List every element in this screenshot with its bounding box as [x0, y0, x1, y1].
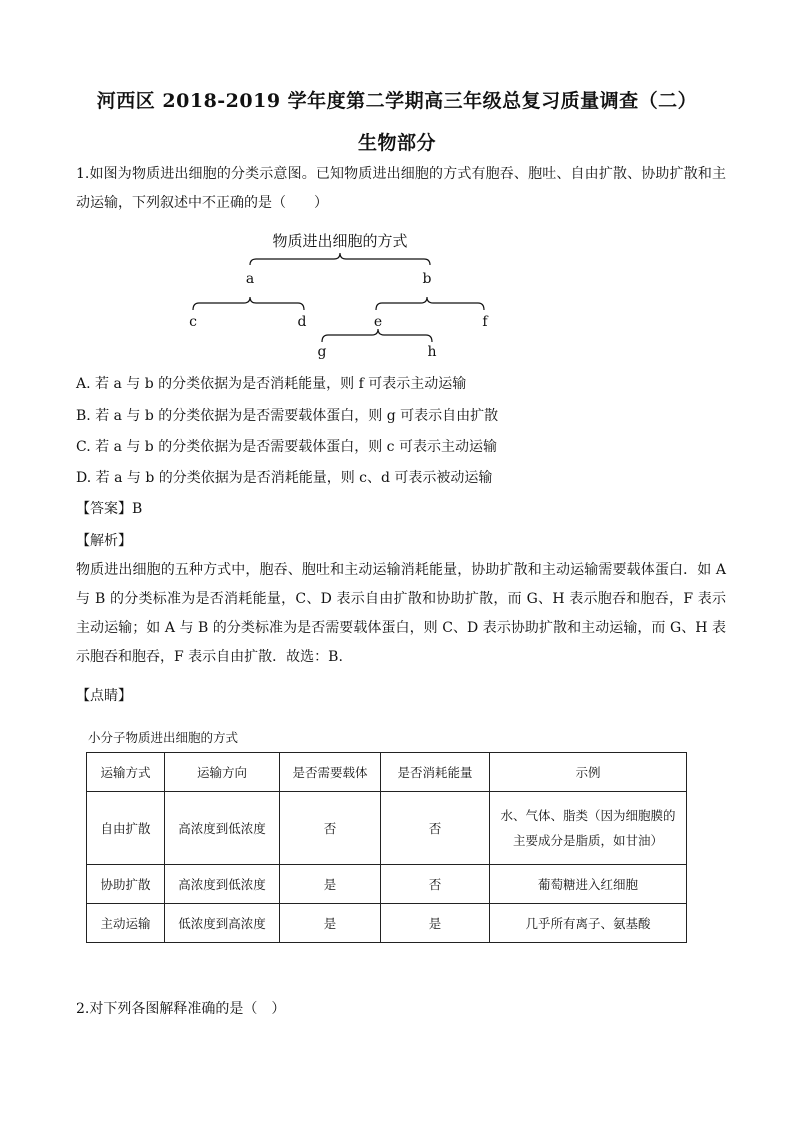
table-row: [87, 865, 687, 904]
node-f: f: [482, 314, 488, 330]
node-b: b: [422, 271, 432, 287]
table-cell: 是: [381, 904, 490, 943]
table-cell: 主动运输: [87, 904, 165, 943]
option-c: C. 若 a 与 b 的分类依据为是否需要载体蛋白，则 c 可表示主动运输: [76, 439, 497, 455]
table-cell: 否: [381, 865, 490, 904]
table-header: 是否消耗能量: [381, 753, 490, 792]
table-header-row: [87, 753, 687, 792]
node-c: c: [189, 314, 197, 330]
table-cell: 高浓度到低浓度: [165, 865, 280, 904]
table-header: 示例: [490, 753, 687, 792]
table-header: 运输方向: [165, 753, 280, 792]
option-a: A. 若 a 与 b 的分类依据为是否消耗能量，则 f 可表示主动运输: [76, 376, 467, 392]
a-brace: [193, 297, 304, 310]
table-cell: 自由扩散: [87, 792, 165, 865]
exam-title: 河西区 2018-2019 学年度第二学期高三年级总复习质量调查（二）: [96, 90, 698, 112]
answer-label: 【答案】B: [76, 501, 143, 517]
table-cell: 高浓度到低浓度: [165, 792, 280, 865]
table-cell: 葡萄糖进入红细胞: [490, 865, 687, 904]
question-2-stem: 2.对下列各图解释准确的是（ ）: [76, 1001, 286, 1017]
analysis-text: 物质进出细胞的五种方式中，胞吞、胞吐和主动运输消耗能量，协助扩散和主动运输需要载体蛋白．如 A 与 B 的分类标准为是否消耗能量，C、D 表示自由扩散和协助扩散，而 G、H 表示胞吞和胞吞，F 表示主动运输；如 A 与 B 的分类标准为是否需要载体蛋白，则 C、D 表示协助扩散和主动运输，而 G、H 表示胞吞和胞吞，F 表示自由扩散．故选：B.: [76, 562, 726, 665]
node-d: d: [297, 314, 307, 330]
node-g: g: [317, 344, 327, 360]
table-cell: 水、气体、脂类（因为细胞膜的主要成分是脂质，如甘油）: [490, 792, 687, 865]
option-d: D. 若 a 与 b 的分类依据为是否消耗能量，则 c、d 可表示被动运输: [76, 470, 493, 486]
table-caption: 小分子物质进出细胞的方式: [88, 730, 239, 745]
comment-label: 【点睛】: [76, 688, 132, 704]
root-brace: [250, 253, 430, 265]
table-cell: 是: [280, 865, 381, 904]
table-cell: 否: [280, 792, 381, 865]
b-brace: [376, 297, 484, 310]
node-a: a: [245, 271, 255, 287]
node-h: h: [427, 344, 437, 360]
table-header: 是否需要载体: [280, 753, 381, 792]
exam-subtitle: 生物部分: [357, 132, 436, 154]
table-row: [87, 904, 687, 943]
e-brace: [322, 329, 432, 342]
table-cell: 协助扩散: [87, 865, 165, 904]
table-cell: 几乎所有离子、氨基酸: [490, 904, 687, 943]
node-e: e: [373, 314, 383, 330]
classification-diagram: [180, 228, 500, 363]
table-cell: 是: [280, 904, 381, 943]
table-header: 运输方式: [87, 753, 165, 792]
table-cell: 低浓度到高浓度: [165, 904, 280, 943]
transport-table: [86, 752, 687, 943]
option-b: B. 若 a 与 b 的分类依据为是否需要载体蛋白，则 g 可表示自由扩散: [76, 408, 499, 424]
diagram-root-label: 物质进出细胞的方式: [272, 232, 408, 250]
table-row: [87, 792, 687, 865]
analysis-label: 【解析】: [76, 533, 132, 549]
question-1-stem: 1.如图为物质进出细胞的分类示意图。已知物质进出细胞的方式有胞吞、胞吐、自由扩散、协助扩散和主动运输，下列叙述中不正确的是（ ）: [76, 166, 726, 211]
table-cell: 否: [381, 792, 490, 865]
